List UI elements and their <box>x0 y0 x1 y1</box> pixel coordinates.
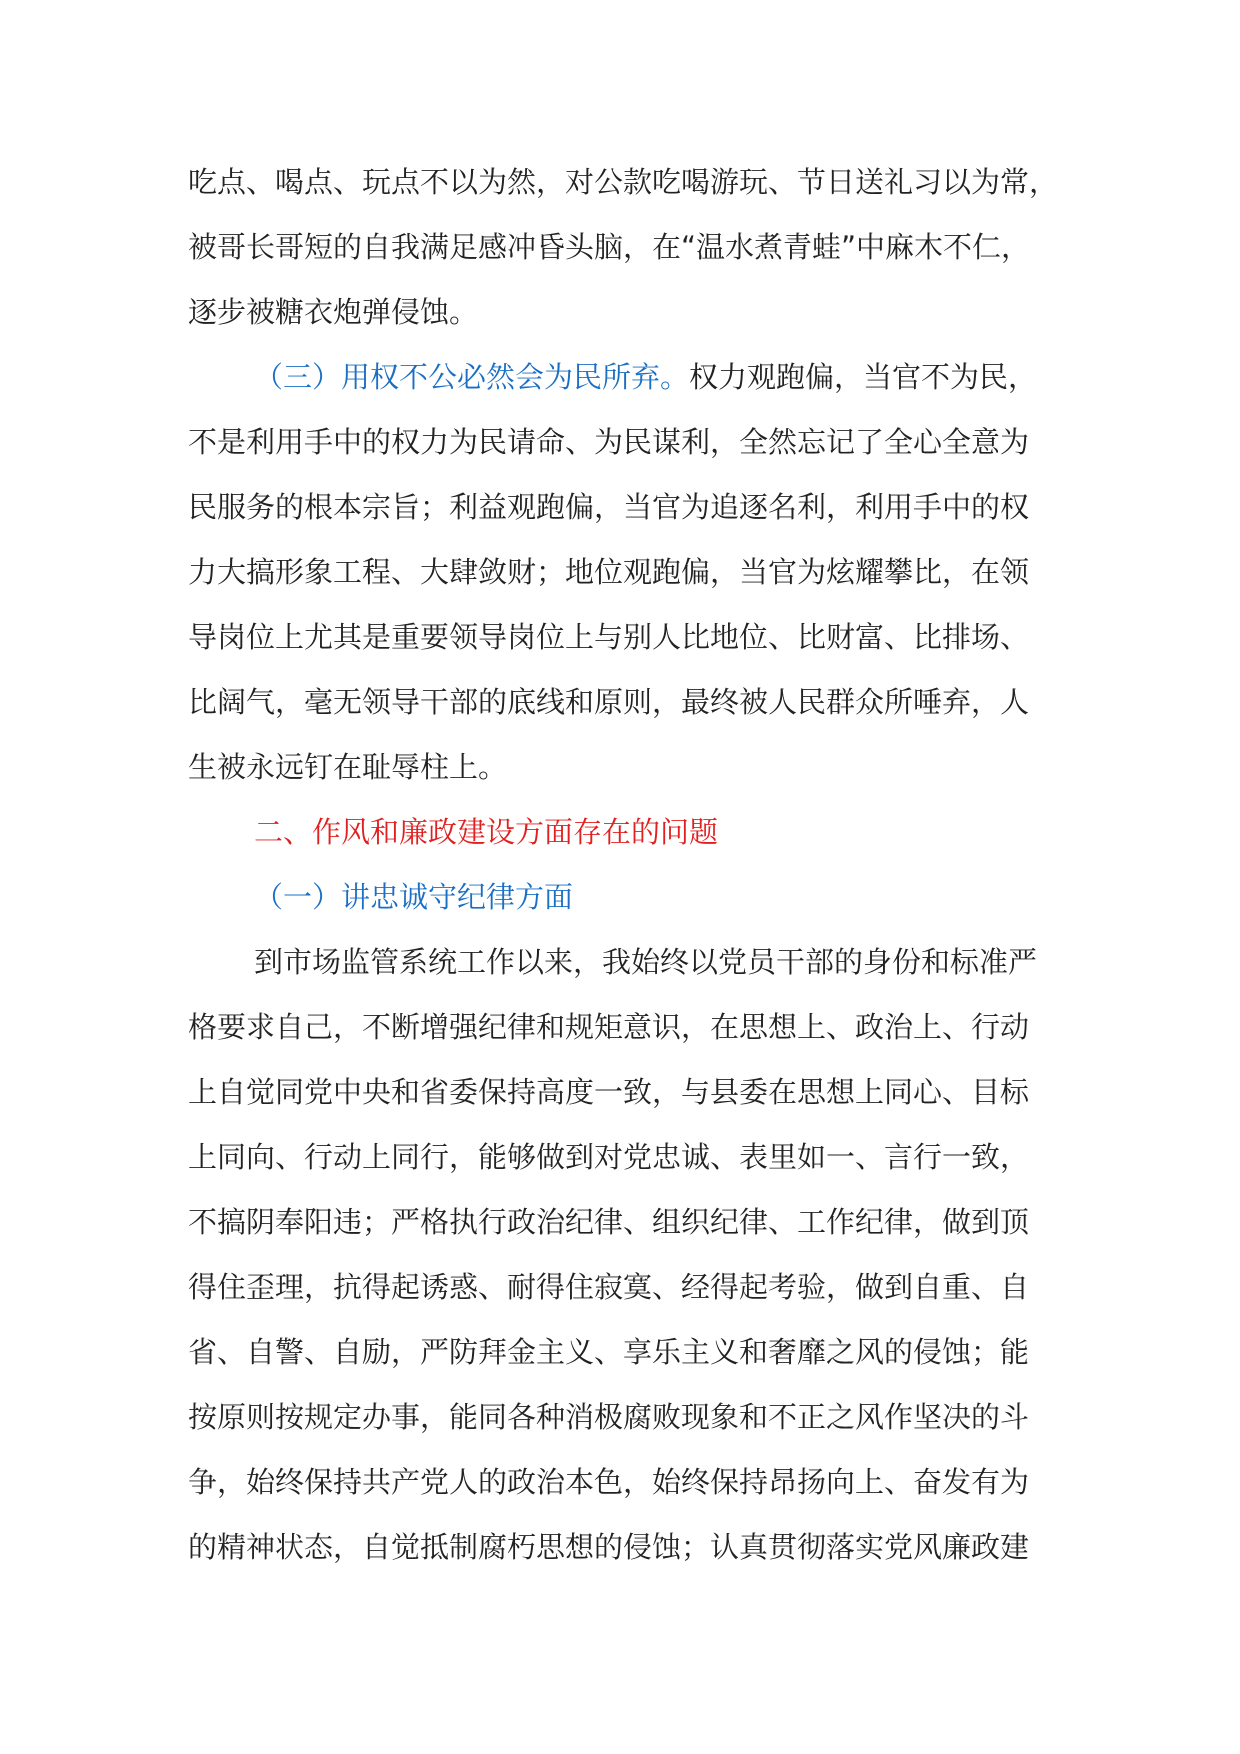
text-line <box>188 605 1068 670</box>
text-line <box>188 1060 1068 1125</box>
text-run: 力大搞形象工程、大肆敛财；地位观跑偏，当官为炫耀攀比，在领 <box>188 555 1030 589</box>
text-line <box>188 1125 1068 1190</box>
text-run: 争，始终保持共产党人的政治本色，始终保持昂扬向上、奋发有为 <box>188 1465 1030 1499</box>
text-line <box>188 540 1068 605</box>
text-run: 上同向、行动上同行，能够做到对党忠诚、表里如一、言行一致， <box>188 1140 1030 1174</box>
subsection-heading-line <box>188 345 1068 410</box>
text-line <box>188 1255 1068 1320</box>
text-line <box>188 410 1068 475</box>
text-line <box>188 670 1068 735</box>
text-line <box>188 1190 1068 1255</box>
section-heading-line <box>188 800 1068 865</box>
text-run: 得住歪理，抗得起诱惑、耐得住寂寞、经得起考验，做到自重、自 <box>188 1270 1030 1304</box>
text-run: 导岗位上尤其是重要领导岗位上与别人比地位、比财富、比排场、 <box>188 620 1030 654</box>
text-line <box>188 215 1068 280</box>
text-line <box>188 1450 1068 1515</box>
text-line <box>188 475 1068 540</box>
document-body <box>188 150 1068 1580</box>
text-line <box>188 995 1068 1060</box>
subsection-heading: （三）用权不公必然会为民所弃。 <box>254 360 690 394</box>
text-run: 不搞阴奉阳违；严格执行政治纪律、组织纪律、工作纪律，做到顶 <box>188 1205 1030 1239</box>
text-line <box>188 735 1068 800</box>
text-line <box>188 1320 1068 1385</box>
text-run: 比阔气，毫无领导干部的底线和原则，最终被人民群众所唾弃，人 <box>188 685 1030 719</box>
text-run: 不是利用手中的权力为民请命、为民谋利，全然忘记了全心全意为 <box>188 425 1030 459</box>
text-line <box>188 1385 1068 1450</box>
text-run: 格要求自己，不断增强纪律和规矩意识，在思想上、政治上、行动 <box>188 1010 1030 1044</box>
text-line <box>188 930 1068 995</box>
text-run: 上自觉同党中央和省委保持高度一致，与县委在思想上同心、目标 <box>188 1075 1030 1109</box>
text-run: 被哥长哥短的自我满足感冲昏头脑，在“温水煮青蛙”中麻木不仁， <box>188 230 1031 264</box>
subsection-heading: （一）讲忠诚守纪律方面 <box>254 880 574 914</box>
text-run: 民服务的根本宗旨；利益观跑偏，当官为追逐名利，利用手中的权 <box>188 490 1030 524</box>
text-run: 省、自警、自励，严防拜金主义、享乐主义和奢靡之风的侵蚀；能 <box>188 1335 1030 1369</box>
text-run: 权力观跑偏，当官不为民， <box>689 360 1038 394</box>
text-run: 逐步被糖衣炮弹侵蚀。 <box>188 295 479 329</box>
text-run: 吃点、喝点、玩点不以为然，对公款吃喝游玩、节日送礼习以为常， <box>188 165 1059 199</box>
text-run: 的精神状态，自觉抵制腐朽思想的侵蚀；认真贯彻落实党风廉政建 <box>188 1530 1030 1564</box>
text-run: 按原则按规定办事，能同各种消极腐败现象和不正之风作坚决的斗 <box>188 1400 1030 1434</box>
section-heading: 二、作风和廉政建设方面存在的问题 <box>254 815 719 849</box>
text-run: 生被永远钉在耻辱柱上。 <box>188 750 508 784</box>
text-run: 到市场监管系统工作以来，我始终以党员干部的身份和标准严 <box>254 945 1038 979</box>
text-line <box>188 280 1068 345</box>
text-line <box>188 1515 1068 1580</box>
text-line <box>188 150 1068 215</box>
subsection-heading-line <box>188 865 1068 930</box>
